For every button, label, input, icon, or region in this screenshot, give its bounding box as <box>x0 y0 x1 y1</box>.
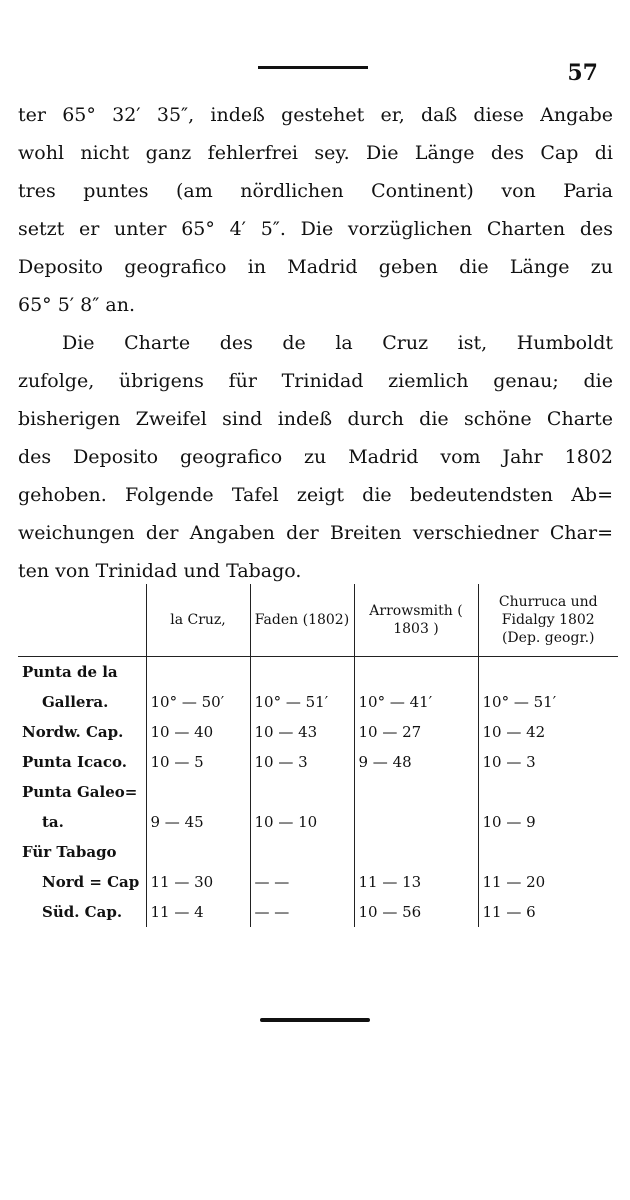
table-cell: 10° — 51′ <box>478 687 618 717</box>
table-cell: 10 — 56 <box>354 897 478 927</box>
row-label: Nord = Cap <box>42 873 140 891</box>
row-label: ta. <box>42 813 64 831</box>
table-cell: 10 — 5 <box>146 747 250 777</box>
table-cell <box>146 777 250 807</box>
table-row <box>18 867 618 897</box>
body-text <box>18 96 613 590</box>
header-cell <box>18 584 146 657</box>
text-line: weichungen der Angaben der Breiten verschiedner Char= <box>18 522 613 544</box>
table-row <box>18 687 618 717</box>
table-cell <box>354 777 478 807</box>
footer-rule <box>260 1018 370 1022</box>
row-label: Für Tabago <box>22 843 117 861</box>
table-cell: 11 — 13 <box>354 867 478 897</box>
table-cell: 10 — 27 <box>354 717 478 747</box>
text-line: Die Charte des de la Cruz ist, Humboldt <box>62 332 613 354</box>
header-cell: Churruca und Fidalgy 1802 (Dep. geogr.) <box>478 584 618 657</box>
table-cell: — — <box>250 867 354 897</box>
header-rule <box>258 66 368 69</box>
table-cell <box>478 657 618 688</box>
table-cell: — — <box>250 897 354 927</box>
row-label: Punta Galeo= <box>22 783 138 801</box>
page-number: 57 <box>567 60 598 86</box>
header-cell: la Cruz, <box>146 584 250 657</box>
row-label: Gallera. <box>42 693 109 711</box>
page-header <box>0 48 630 88</box>
table-cell: 10 — 43 <box>250 717 354 747</box>
table-cell <box>354 807 478 837</box>
text-line: bisherigen Zweifel sind indeß durch die schöne Charte <box>18 408 613 430</box>
table-cell <box>354 837 478 867</box>
table-cell: 11 — 30 <box>146 867 250 897</box>
table-cell <box>250 777 354 807</box>
table-cell: 9 — 45 <box>146 807 250 837</box>
table-body <box>18 657 618 928</box>
table-row <box>18 897 618 927</box>
table-cell <box>478 777 618 807</box>
text-line: ten von Trinidad und Tabago. <box>18 560 302 582</box>
table-cell <box>478 837 618 867</box>
paragraph-2 <box>18 324 613 590</box>
table-cell: 10 — 3 <box>250 747 354 777</box>
table-cell: 10° — 50′ <box>146 687 250 717</box>
table-cell: 10 — 40 <box>146 717 250 747</box>
text-line: zufolge, übrigens für Trinidad ziemlich genau; die <box>18 370 613 392</box>
table-header-row <box>18 584 618 657</box>
header-cell: Arrowsmith ( 1803 ) <box>354 584 478 657</box>
text-line: 65° 5′ 8″ an. <box>18 294 135 316</box>
table-cell <box>146 657 250 688</box>
text-line: Deposito geografico in Madrid geben die Länge zu <box>18 256 613 278</box>
table-cell: 11 — 4 <box>146 897 250 927</box>
table-cell <box>250 837 354 867</box>
table-row <box>18 777 618 807</box>
table-cell: 10 — 42 <box>478 717 618 747</box>
table-row <box>18 807 618 837</box>
table-cell: 11 — 6 <box>478 897 618 927</box>
text-line: wohl nicht ganz fehlerfrei sey. Die Länge des Cap di <box>18 142 613 164</box>
row-label: Süd. Cap. <box>42 903 123 921</box>
row-label: Nordw. Cap. <box>22 723 124 741</box>
comparison-table <box>18 584 618 927</box>
table-row <box>18 837 618 867</box>
text-line: setzt er unter 65° 4′ 5″. Die vorzüglichen Charten des <box>18 218 613 240</box>
latitude-table <box>18 584 618 927</box>
table-cell <box>354 657 478 688</box>
row-label: Punta Icaco. <box>22 753 127 771</box>
text-line: gehoben. Folgende Tafel zeigt die bedeutendsten Ab= <box>18 484 613 506</box>
table-cell <box>250 657 354 688</box>
table-cell: 10 — 3 <box>478 747 618 777</box>
table-cell: 10° — 51′ <box>250 687 354 717</box>
paragraph-1 <box>18 96 613 324</box>
text-line: ter 65° 32′ 35″, indeß gestehet er, daß diese Angabe <box>18 104 613 126</box>
table-row <box>18 657 618 688</box>
table-row <box>18 747 618 777</box>
table-cell: 11 — 20 <box>478 867 618 897</box>
table-cell: 10 — 10 <box>250 807 354 837</box>
table-cell: 9 — 48 <box>354 747 478 777</box>
text-line: des Deposito geografico zu Madrid vom Jahr 1802 <box>18 446 613 468</box>
table-cell <box>146 837 250 867</box>
table-cell: 10° — 41′ <box>354 687 478 717</box>
table-row <box>18 717 618 747</box>
table-cell: 10 — 9 <box>478 807 618 837</box>
header-cell: Faden (1802) <box>250 584 354 657</box>
row-label: Punta de la <box>22 663 118 681</box>
text-line: tres puntes (am nördlichen Continent) von Paria <box>18 180 613 202</box>
